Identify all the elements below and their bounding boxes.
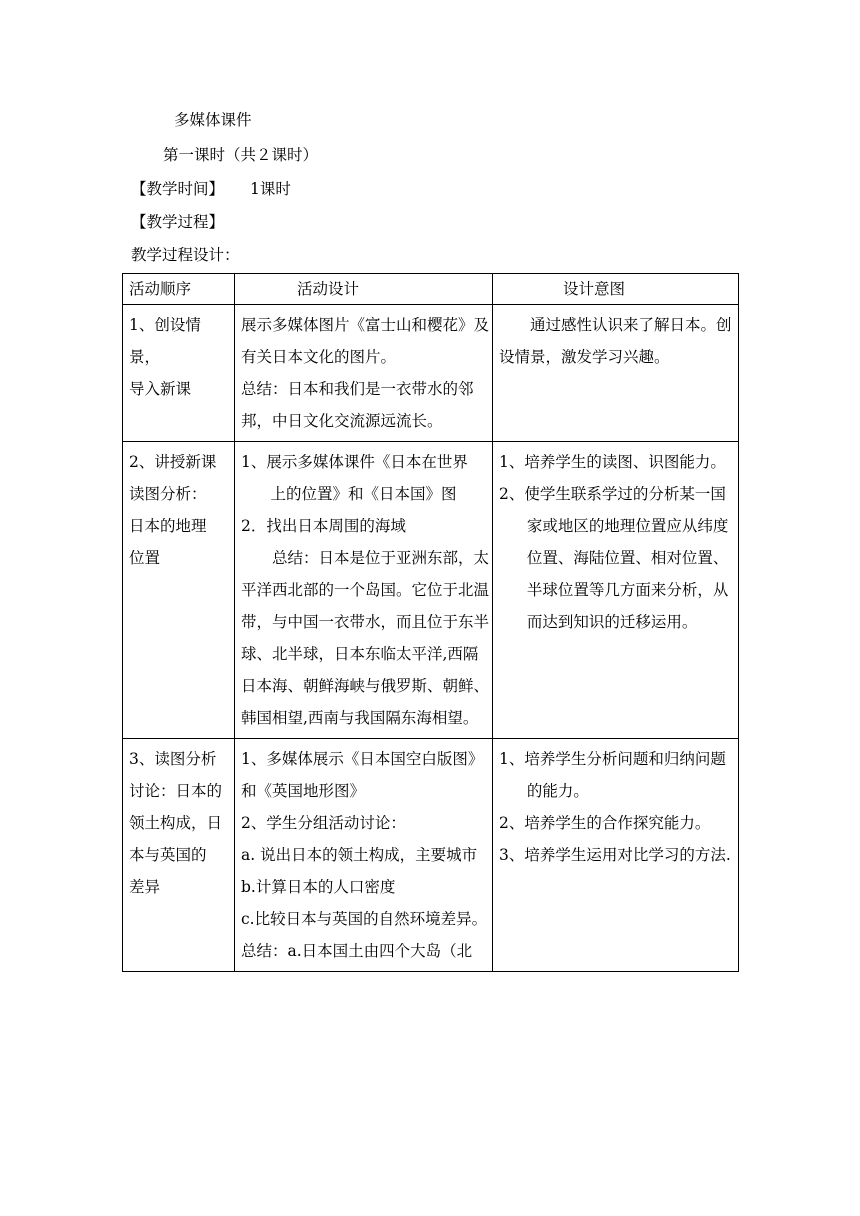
teaching-time — [131, 178, 291, 200]
row1-design — [235, 305, 493, 442]
process-design-label: 教学过程设计： — [131, 246, 240, 264]
cell-paragraph: 总结：a.日本国土由四个大岛（北 — [241, 942, 473, 960]
cell-line: 导入新课 — [129, 380, 192, 398]
row3-order — [123, 739, 235, 972]
row2-order — [123, 442, 235, 739]
cell-paragraph: 2、培养学生的合作探究能力。 — [499, 814, 711, 832]
teaching-time-label: 【教学时间】 — [131, 180, 225, 198]
cell-paragraph: 2、学生分组活动讨论： — [241, 814, 406, 832]
cell-line: 本与英国的 — [129, 846, 207, 864]
cell-paragraph: 总结：日本是位于亚洲东部，太平洋西北部的一个岛国。它位于北温带，与中国一衣带水，而且位于东半球、北半球，日本东临太平洋,西隔日本海、朝鲜海峡与俄罗斯、朝鲜、韩国相望,西南与我国隔东海相望。 — [241, 549, 490, 727]
cell-line: 读图分析： — [129, 485, 207, 503]
cell-paragraph: 总结：日本和我们是一衣带水的邻邦，中日文化交流源远流长。 — [241, 380, 474, 430]
table-row — [123, 442, 739, 739]
header-order: 活动顺序 — [123, 274, 235, 305]
row2-design — [235, 442, 493, 739]
table-row — [123, 739, 739, 972]
row2-intent — [493, 442, 739, 739]
heading-lesson: 第一课时（共２课时） — [163, 146, 319, 164]
cell-paragraph: c.比较日本与英国的自然环境差异。 — [241, 910, 488, 928]
row1-order — [123, 305, 235, 442]
cell-paragraph: 1、多媒体展示《日本国空白版图》和《英国地形图》 — [241, 750, 484, 800]
cell-paragraph: a. 说出日本的领土构成，主要城市 — [241, 846, 478, 864]
cell-line: 讨论：日本的 — [129, 782, 223, 800]
row3-intent — [493, 739, 739, 972]
teaching-time-value: 1课时 — [250, 180, 291, 198]
cell-line: 位置 — [129, 549, 161, 567]
table-header-row — [123, 274, 739, 305]
cell-line: 上的位置》和《日本国》图 — [270, 485, 457, 503]
row1-intent — [493, 305, 739, 442]
header-intent: 设计意图 — [493, 274, 739, 305]
teaching-process-label: 【教学过程】 — [131, 213, 225, 231]
table-row — [123, 305, 739, 442]
cell-line: 2．找出日本周围的海域 — [241, 517, 406, 535]
heading-courseware: 多媒体课件 — [174, 111, 252, 129]
cell-line: 2、讲授新课 — [129, 453, 217, 471]
cell-paragraph: 1、培养学生的读图、识图能力。 — [499, 453, 726, 471]
cell-line: 1、创设情景， — [129, 316, 201, 366]
cell-paragraph: 3、培养学生运用对比学习的方法. — [499, 846, 731, 864]
cell-line: 日本的地理 — [129, 517, 207, 535]
cell-line: 3、读图分析 — [129, 750, 217, 768]
cell-line: 差异 — [129, 878, 161, 896]
row3-design — [235, 739, 493, 972]
header-design: 活动设计 — [235, 274, 493, 305]
cell-line: 1、展示多媒体课件《日本在世界 — [241, 453, 468, 471]
cell-paragraph: 2、使学生联系学过的分析某一国家或地区的地理位置应从纬度位置、海陆位置、相对位置、半球位置等几方面来分析，从而达到知识的迁移运用。 — [499, 485, 729, 631]
cell-paragraph: b.计算日本的人口密度 — [241, 878, 396, 896]
cell-paragraph: 通过感性认识来了解日本。创设情景，激发学习兴趣。 — [499, 316, 732, 366]
cell-paragraph: 展示多媒体图片《富士山和樱花》及有关日本文化的图片。 — [241, 316, 490, 366]
lesson-table — [122, 273, 739, 972]
cell-paragraph: 1、培养学生分析问题和归纳问题的能力。 — [499, 750, 726, 800]
cell-line: 领土构成，日 — [129, 814, 223, 832]
